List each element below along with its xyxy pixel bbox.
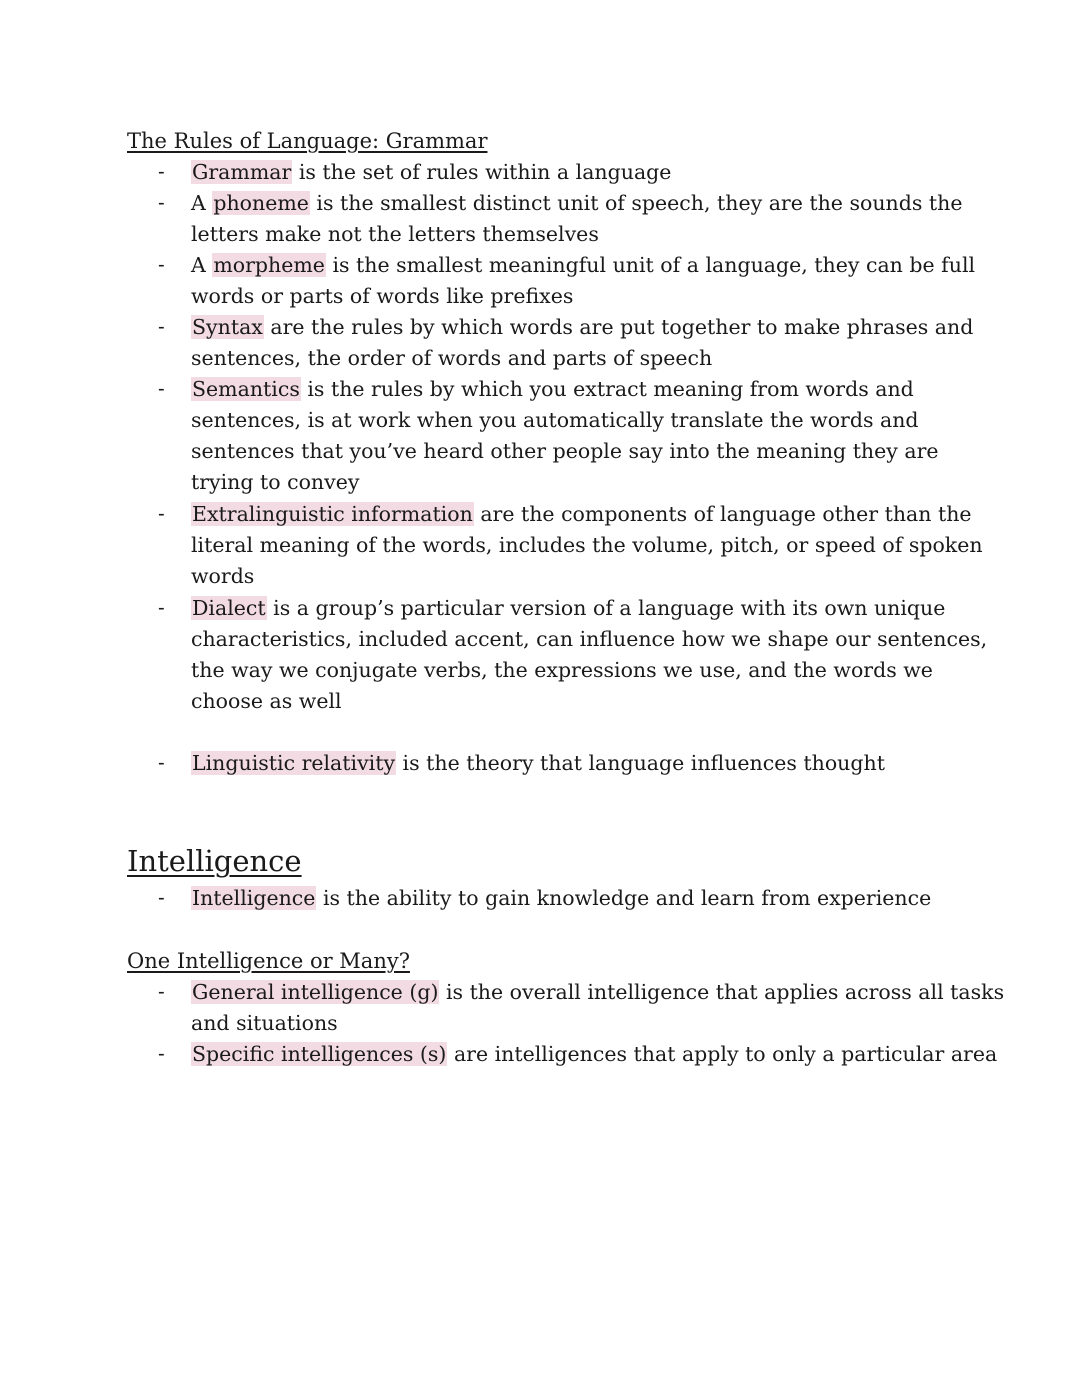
definition-text: is the ability to gain knowledge and learn from experience	[316, 886, 932, 910]
definition-text: is the smallest distinct unit of speech, they are the sounds the	[309, 191, 963, 215]
bullet-dash: -	[158, 254, 165, 276]
bullet-dash: -	[158, 981, 165, 1003]
highlighted-term: Dialect	[192, 596, 266, 620]
bullet-line	[191, 374, 914, 405]
definition-text: sentences, the order of words and parts of speech	[191, 346, 713, 370]
highlighted-term: phoneme	[213, 191, 309, 215]
bullet-line	[191, 593, 945, 624]
definition-text: letters make not the letters themselves	[191, 222, 599, 246]
definition-text: is the rules by which you extract meaning from words and	[300, 377, 914, 401]
bullet-line	[191, 312, 973, 343]
definition-text: literal meaning of the words, includes the volume, pitch, or speed of spoken	[191, 533, 983, 557]
bullet-dash: -	[158, 597, 165, 619]
bullet-line	[191, 188, 962, 219]
highlighted-term: Semantics	[192, 377, 300, 401]
highlighted-term: Linguistic relativity	[192, 751, 396, 775]
bullet-line	[191, 499, 972, 530]
bullet-line	[191, 883, 931, 914]
definition-text: are the components of language other than the	[473, 502, 972, 526]
bullet-line	[191, 748, 885, 779]
highlighted-term: Intelligence	[192, 886, 316, 910]
highlighted-term: Grammar	[192, 160, 292, 184]
bullet-line	[191, 250, 975, 281]
bullet-line	[191, 1039, 997, 1070]
definition-text: sentences that you’ve heard other people say into the meaning they are	[191, 439, 939, 463]
definition-text: and situations	[191, 1011, 338, 1035]
highlighted-term: Specific intelligences (s)	[192, 1042, 447, 1066]
section-title-rules-of-language: The Rules of Language: Grammar	[127, 129, 488, 153]
definition-text: is a group’s particular version of a language with its own unique	[266, 596, 946, 620]
bullet-dash: -	[158, 378, 165, 400]
definition-text: characteristics, included accent, can influence how we shape our sentences,	[191, 627, 988, 651]
highlighted-term: Extralinguistic information	[192, 502, 473, 526]
bullet-dash: -	[158, 1043, 165, 1065]
bullet-dash: -	[158, 887, 165, 909]
bullet-dash: -	[158, 503, 165, 525]
bullet-dash: -	[158, 161, 165, 183]
definition-text: is the theory that language influences thought	[396, 751, 885, 775]
definition-text: trying to convey	[191, 470, 360, 494]
highlighted-term: Syntax	[192, 315, 263, 339]
highlighted-term: General intelligence (g)	[192, 980, 439, 1004]
definition-text: words	[191, 564, 255, 588]
section-title-intelligence: Intelligence	[127, 844, 302, 878]
term-prefix: A	[191, 191, 213, 215]
bullet-line	[191, 157, 671, 188]
term-prefix: A	[191, 253, 213, 277]
bullet-dash: -	[158, 752, 165, 774]
definition-text: words or parts of words like prefixes	[191, 284, 574, 308]
bullet-line	[191, 977, 1004, 1008]
bullet-dash: -	[158, 192, 165, 214]
definition-text: the way we conjugate verbs, the expressions we use, and the words we	[191, 658, 933, 682]
definition-text: is the smallest meaningful unit of a language, they can be full	[325, 253, 976, 277]
highlighted-term: morpheme	[213, 253, 325, 277]
definition-text: sentences, is at work when you automatically translate the words and	[191, 408, 919, 432]
definition-text: are the rules by which words are put together to make phrases and	[263, 315, 974, 339]
definition-text: choose as well	[191, 689, 342, 713]
section-title-one-intelligence-or-many: One Intelligence or Many?	[127, 949, 410, 973]
definition-text: is the overall intelligence that applies across all tasks	[439, 980, 1005, 1004]
definition-text: are intelligences that apply to only a particular area	[447, 1042, 998, 1066]
bullet-dash: -	[158, 316, 165, 338]
definition-text: is the set of rules within a language	[292, 160, 672, 184]
